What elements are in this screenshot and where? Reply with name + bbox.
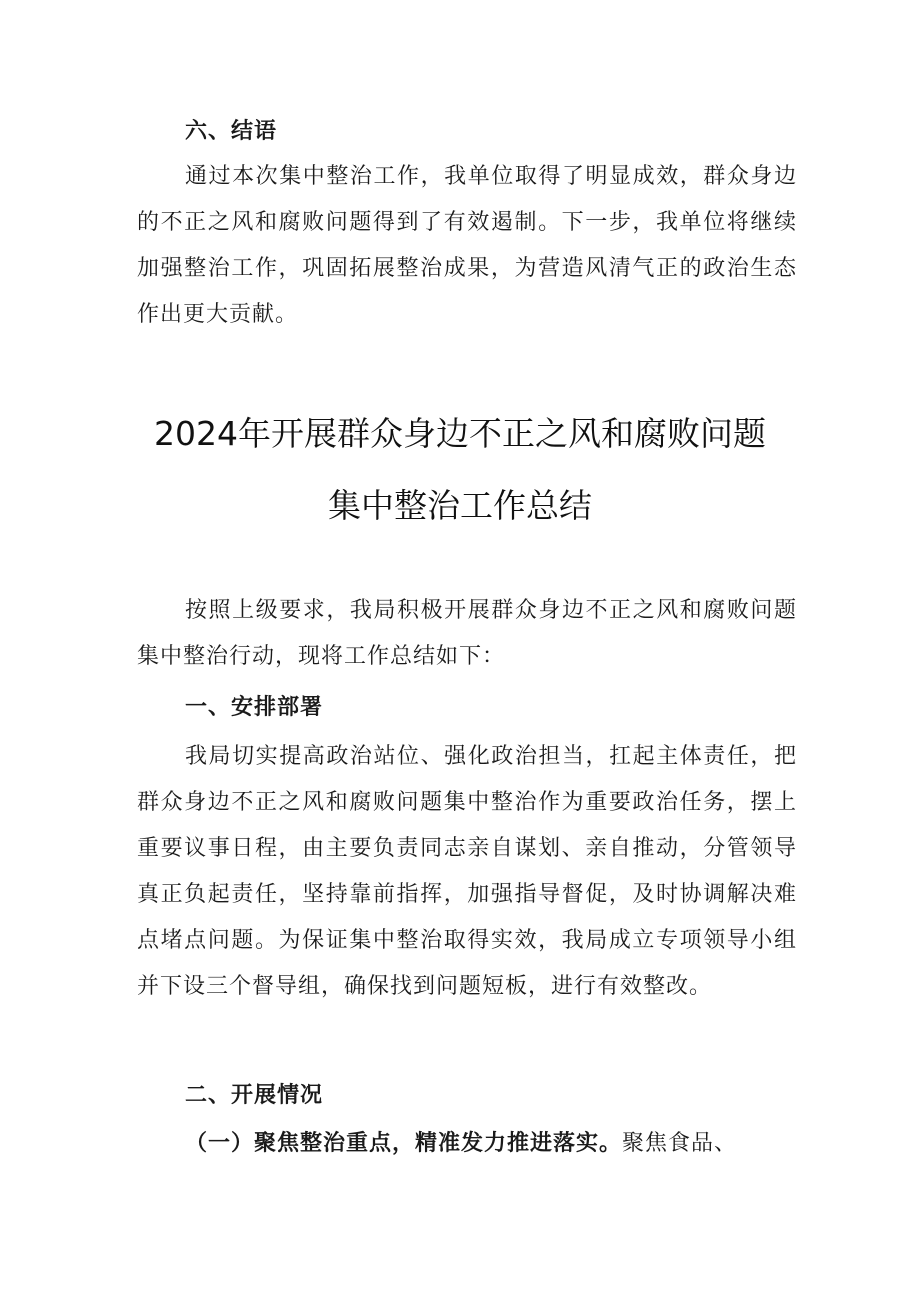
arrangement-paragraph: 我局切实提高政治站位、强化政治担当，扛起主体责任，把群众身边不正之风和腐败问题集中整治作为重要政治任务，摆上重要议事日程，由主要负责同志亲自谋划、亲自推动，分管领导真正负起责任，坚持靠前指挥，加强指导督促，及时协调解决难点堵点问题。为保证集中整治取得实效，我局成立专项领导小组并下设三个督导组，确保找到问题短板，进行有效整改。 <box>137 744 797 999</box>
document-title-line2: 集中整治工作总结 <box>328 486 592 525</box>
section-heading-arrangement: 一、安排部署 <box>185 694 324 720</box>
conclusion-paragraph: 通过本次集中整治工作，我单位取得了明显成效，群众身边的不正之风和腐败问题得到了有效遏制。下一步，我单位将继续加强整治工作，巩固拓展整治成果，为营造风清气正的政治生态作出更大贡献。 <box>137 164 797 327</box>
subsection-lead: （一）聚焦整治重点，精准发力推进落实。 <box>185 1130 623 1156</box>
section-heading-conclusion: 六、结语 <box>185 118 278 144</box>
section-heading-progress: 二、开展情况 <box>185 1082 324 1108</box>
intro-paragraph: 按照上级要求，我局积极开展群众身边不正之风和腐败问题集中整治行动，现将工作总结如下： <box>137 598 797 669</box>
subsection-text: 聚焦食品、 <box>622 1131 738 1156</box>
progress-subsection-paragraph <box>137 1120 797 1167</box>
document-title-line1: 2024年开展群众身边不正之风和腐败问题 <box>154 414 766 453</box>
